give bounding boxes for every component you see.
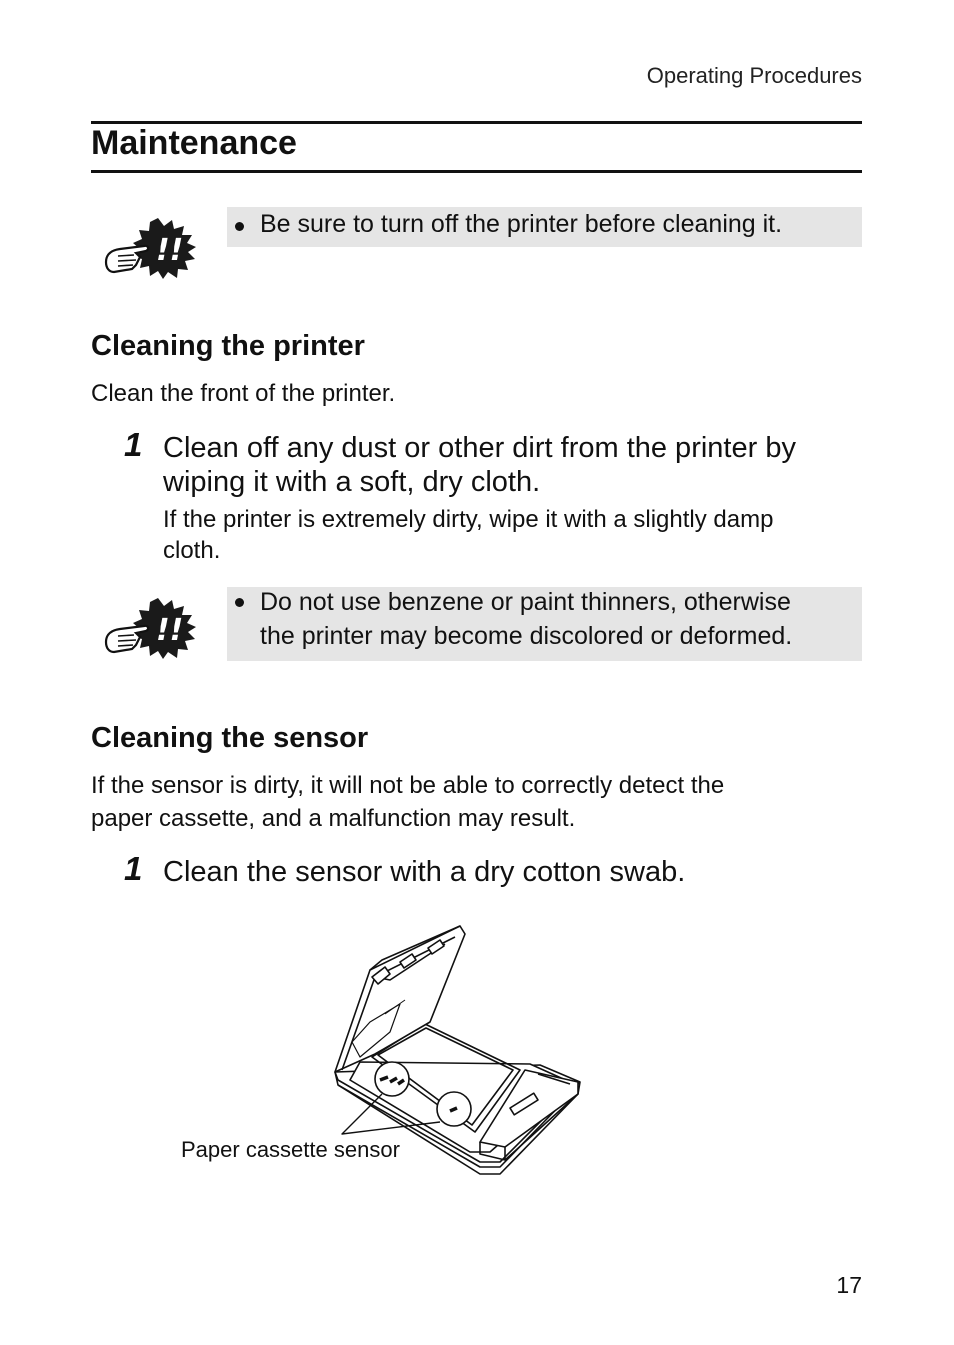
step-number: 1 — [124, 850, 143, 887]
caution-note-2 — [227, 587, 862, 661]
caution-hand-icon — [100, 216, 210, 280]
sensor-intro-line-1: If the sensor is dirty, it will not be able to correctly detect the — [91, 772, 725, 799]
caution-note-1 — [227, 207, 862, 247]
step-number: 1 — [124, 426, 143, 463]
caution-hand-icon — [100, 596, 210, 660]
printer-detail-line-1: If the printer is extremely dirty, wipe it with a slightly damp — [163, 506, 774, 533]
svg-text:!!: !! — [156, 613, 184, 648]
caution-text-1: Be sure to turn off the printer before cleaning it. — [260, 210, 783, 238]
printer-intro: Clean the front of the printer. — [91, 380, 396, 407]
caution-text-2-line-2: the printer may become discolored or deformed. — [260, 622, 793, 650]
running-header: Operating Procedures — [646, 63, 862, 88]
caution-text-2-line-1: Do not use benzene or paint thinners, otherwise — [260, 588, 791, 616]
printer-detail-line-2: cloth. — [163, 537, 221, 564]
sensor-intro-line-2: paper cassette, and a malfunction may result. — [91, 805, 576, 832]
figure-caption: Paper cassette sensor — [181, 1137, 400, 1162]
heading-cleaning-sensor: Cleaning the sensor — [91, 722, 369, 754]
page-number: 17 — [836, 1272, 862, 1298]
sensor-step-text: Clean the sensor with a dry cotton swab. — [163, 856, 686, 888]
printer-step-line-1: Clean off any dust or other dirt from the printer by — [163, 432, 796, 464]
bullet-icon — [235, 222, 244, 231]
page-title: Maintenance — [91, 124, 297, 162]
svg-text:!!: !! — [156, 233, 184, 268]
heading-cleaning-printer: Cleaning the printer — [91, 330, 365, 362]
printer-step-line-2: wiping it with a soft, dry cloth. — [163, 466, 541, 498]
bullet-icon — [235, 598, 244, 607]
title-rule-bottom — [91, 170, 862, 173]
